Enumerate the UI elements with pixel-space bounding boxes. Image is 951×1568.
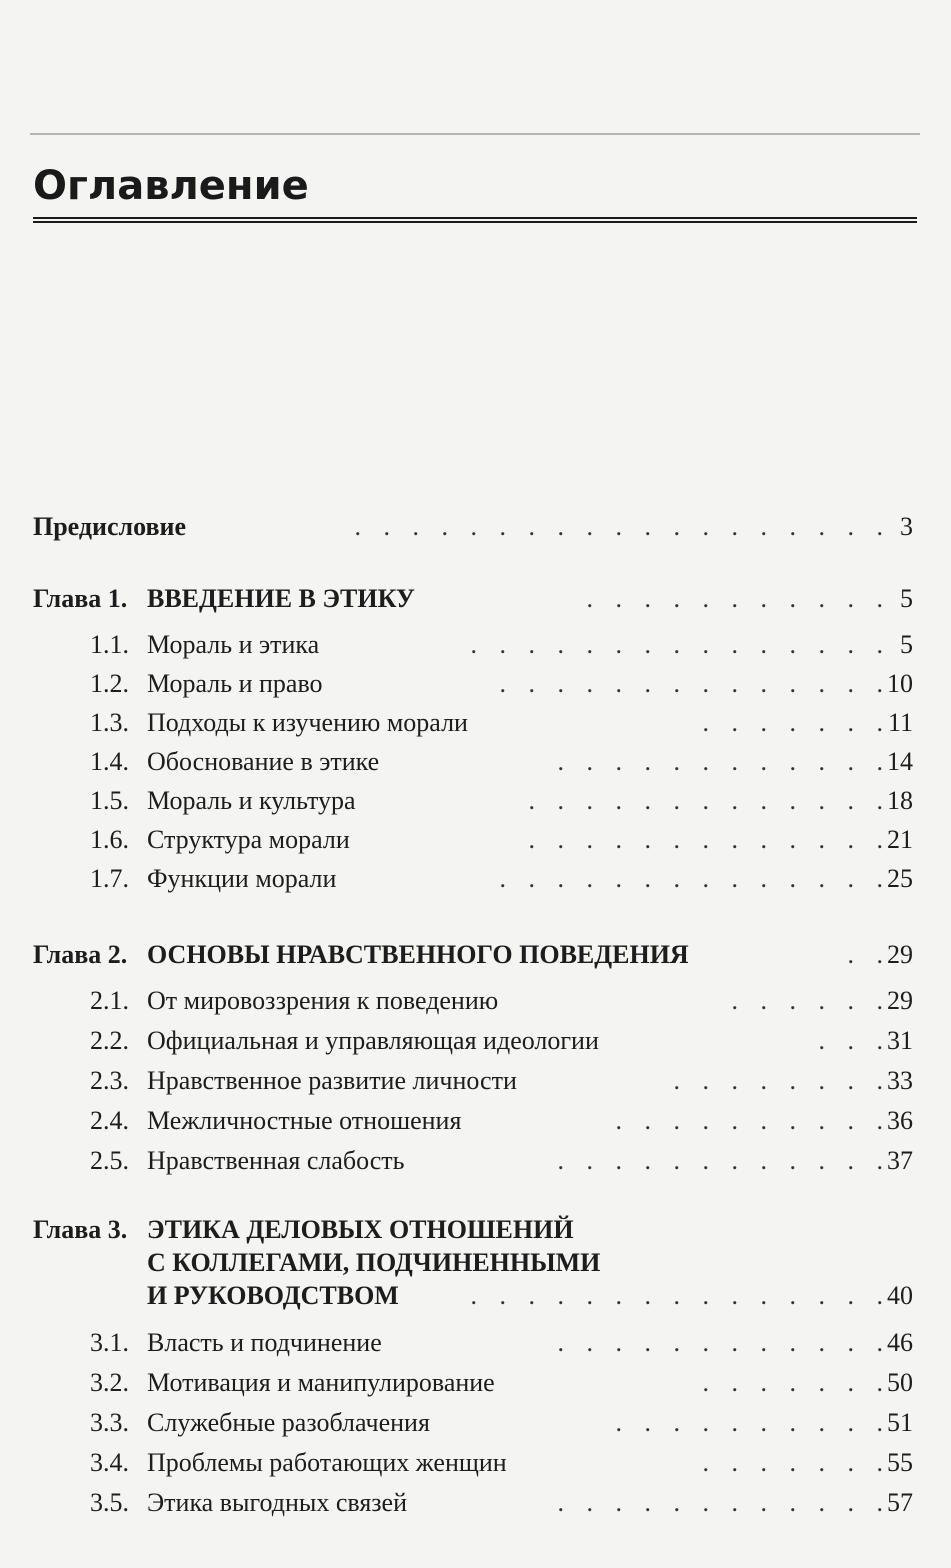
section-number: 1.5. (90, 786, 129, 815)
leader-dots: . . . . . . . . (673, 1066, 891, 1095)
toc-section[interactable] (0, 1064, 951, 1098)
leader-dots: . . . . . . . (702, 1368, 891, 1397)
chapter-number: Глава 3. (33, 1215, 128, 1244)
toc-section[interactable] (0, 1406, 951, 1440)
toc-page-number: 57 (887, 1488, 913, 1517)
section-title: Мораль и этика (147, 630, 320, 659)
section-title: Мотивация и манипулирование (147, 1368, 495, 1397)
toc-page-number: 5 (900, 584, 913, 613)
chapter-title-line-1: ЭТИКА ДЕЛОВЫХ ОТНОШЕНИЙ (147, 1215, 574, 1244)
section-title: Этика выгодных связей (147, 1488, 407, 1517)
leader-dots: . . . . . . . . . . . . . (528, 786, 891, 815)
section-title: От мировоззрения к поведению (147, 986, 499, 1015)
header-rule (30, 133, 920, 135)
leader-dots: . . . . . . . . . . . . . (528, 825, 891, 854)
toc-section[interactable] (0, 628, 951, 662)
chapter-title: ВВЕДЕНИЕ В ЭТИКУ (147, 584, 415, 613)
section-title: Мораль и право (147, 669, 323, 698)
section-number: 2.3. (90, 1066, 129, 1095)
section-number: 1.4. (90, 747, 129, 776)
section-number: 3.3. (90, 1408, 129, 1437)
toc-page-number: 29 (887, 986, 913, 1015)
toc-page-number: 31 (887, 1026, 913, 1055)
toc-page-number: 14 (887, 747, 913, 776)
section-title: Подходы к изучению морали (147, 708, 468, 737)
chapter-title-line-2: С КОЛЛЕГАМИ, ПОДЧИНЕННЫМИ (147, 1248, 601, 1277)
section-title: Функции морали (147, 864, 337, 893)
toc-page-number: 10 (887, 669, 913, 698)
chapter-last-line (0, 1279, 951, 1313)
section-title: Нравственная слабость (147, 1146, 405, 1175)
toc-page-number: 29 (887, 940, 913, 969)
section-number: 2.5. (90, 1146, 129, 1175)
toc-page-number: 50 (887, 1368, 913, 1397)
leader-dots: . . . . . . . . . . . . (557, 1488, 891, 1517)
toc-section[interactable] (0, 667, 951, 701)
leader-dots: . . . . . . . . . . . . (557, 747, 891, 776)
section-number: 3.2. (90, 1368, 129, 1397)
toc-section[interactable] (0, 784, 951, 818)
leader-dots: . . . . . . . . . . . . . . . (470, 630, 891, 659)
leader-dots: . . (847, 940, 891, 969)
section-number: 1.6. (90, 825, 129, 854)
section-number: 2.2. (90, 1026, 129, 1055)
chapter-number: Глава 1. (33, 584, 128, 613)
section-number: 1.2. (90, 669, 129, 698)
leader-dots: . . . (818, 1026, 891, 1055)
section-title: Власть и подчинение (147, 1328, 382, 1357)
section-title: Мораль и культура (147, 786, 356, 815)
toc-section[interactable] (0, 1144, 951, 1178)
toc-section[interactable] (0, 1446, 951, 1480)
toc-entry-preface[interactable] (0, 510, 951, 544)
leader-dots: . . . . . . . . . . . . . . (499, 669, 891, 698)
section-title: Проблемы работающих женщин (147, 1448, 507, 1477)
toc-page-number: 55 (887, 1448, 913, 1477)
section-number: 2.4. (90, 1106, 129, 1135)
chapter-title: ОСНОВЫ НРАВСТВЕННОГО ПОВЕДЕНИЯ (147, 940, 689, 969)
section-number: 3.4. (90, 1448, 129, 1477)
toc-section[interactable] (0, 1366, 951, 1400)
leader-dots: . . . . . . (731, 986, 891, 1015)
toc-section[interactable] (0, 706, 951, 740)
section-title: Межличностные отношения (147, 1106, 462, 1135)
section-title: Служебные разоблачения (147, 1408, 430, 1437)
leader-dots: . . . . . . . (702, 1448, 891, 1477)
section-number: 3.1. (90, 1328, 129, 1357)
toc-entry-label: Предисловие (33, 512, 187, 541)
leader-dots: . . . . . . . . . . (615, 1408, 891, 1437)
toc-section[interactable] (0, 745, 951, 779)
toc-chapter-1[interactable] (0, 582, 951, 616)
toc-section[interactable] (0, 823, 951, 857)
section-title: Официальная и управляющая идеологии (147, 1026, 599, 1055)
leader-dots: . . . . . . . . . . . . . . (499, 864, 891, 893)
toc-page-number: 11 (887, 708, 913, 737)
chapter-number: Глава 2. (33, 940, 128, 969)
leader-dots: . . . . . . . . . . . . . . . . . . . (354, 512, 891, 541)
section-number: 2.1. (90, 986, 129, 1015)
leader-dots: . . . . . . . . . . (615, 1106, 891, 1135)
toc-page-number: 46 (887, 1328, 913, 1357)
section-number: 1.7. (90, 864, 129, 893)
toc-page-number: 37 (887, 1146, 913, 1175)
toc-section[interactable] (0, 1326, 951, 1360)
section-title: Нравственное развитие личности (147, 1066, 517, 1095)
section-number: 3.5. (90, 1488, 129, 1517)
leader-dots: . . . . . . . . . . . (586, 584, 891, 613)
leader-dots: . . . . . . . . . . . . . . . (470, 1281, 891, 1310)
toc-page-number: 21 (887, 825, 913, 854)
toc-page-number: 36 (887, 1106, 913, 1135)
page-title: Оглавление (33, 163, 309, 209)
title-rule (33, 217, 917, 223)
toc-section[interactable] (0, 1024, 951, 1058)
toc-page-number: 51 (887, 1408, 913, 1437)
toc-page-number: 3 (900, 512, 913, 541)
toc-chapter-2[interactable] (0, 938, 951, 972)
section-number: 1.1. (90, 630, 129, 659)
section-number: 1.3. (90, 708, 129, 737)
toc-page-number: 25 (887, 864, 913, 893)
toc-page-number: 5 (900, 630, 913, 659)
chapter-title-line-3: И РУКОВОДСТВОМ (147, 1281, 399, 1310)
section-title: Структура морали (147, 825, 350, 854)
toc-section[interactable] (0, 984, 951, 1018)
toc-section[interactable] (0, 1486, 951, 1520)
section-title: Обоснование в этике (147, 747, 380, 776)
toc-section[interactable] (0, 1104, 951, 1138)
toc-page-number: 33 (887, 1066, 913, 1095)
leader-dots: . . . . . . . . . . . . (557, 1328, 891, 1357)
leader-dots: . . . . . . . . . . . . (557, 1146, 891, 1175)
toc-section[interactable] (0, 862, 951, 896)
toc-page-number: 40 (887, 1281, 913, 1310)
toc-page-number: 18 (887, 786, 913, 815)
leader-dots: . . . . . . . (702, 708, 891, 737)
